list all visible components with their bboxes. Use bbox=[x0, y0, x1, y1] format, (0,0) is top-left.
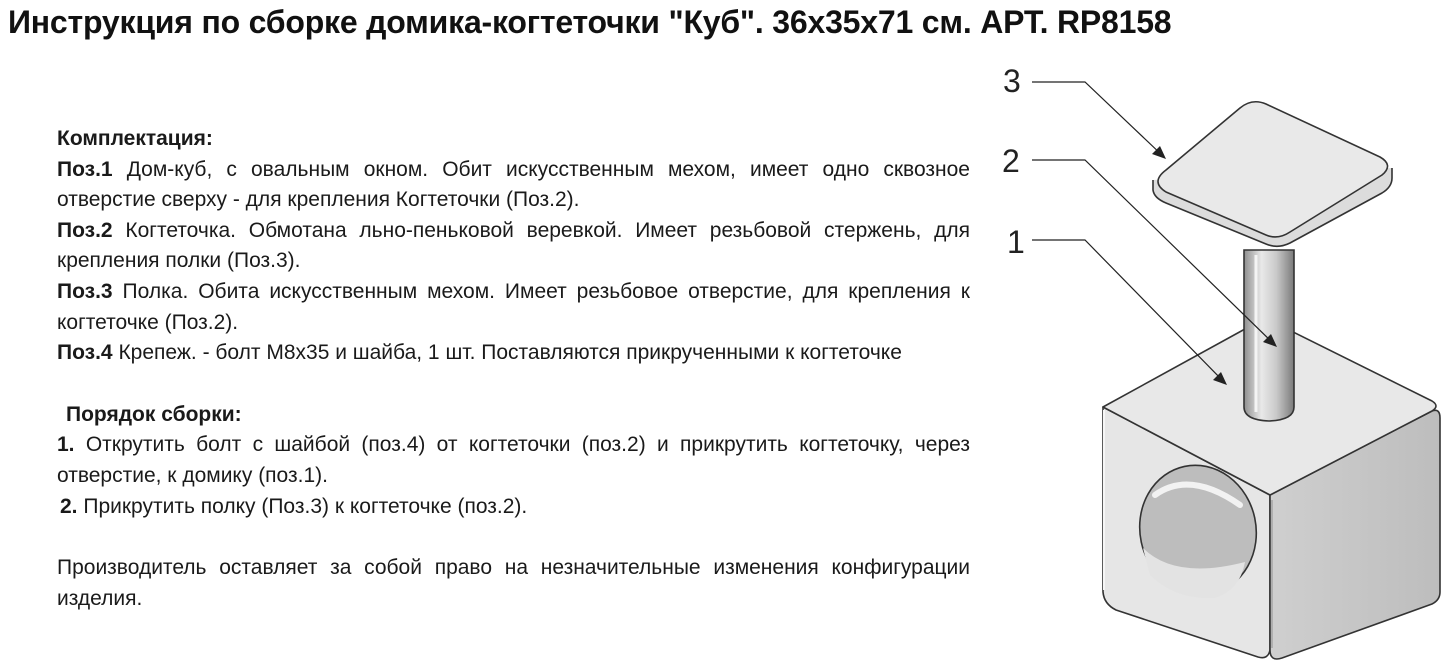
step-text: Открутить болт с шайбой (поз.4) от когтеточки (поз.2) и прикрутить когтеточку, через отверстие, к домику (поз.1). bbox=[57, 433, 970, 487]
callout-3 bbox=[1003, 63, 1166, 159]
callout-label-1: 1 bbox=[1007, 224, 1025, 260]
component-description: Крепеж. - болт М8х35 и шайба, 1 шт. Поставляются прикрученными к когтеточке bbox=[112, 341, 902, 365]
component-item-1 bbox=[57, 155, 970, 216]
component-pos-label: Поз.1 bbox=[57, 157, 113, 181]
callout-label-2: 2 bbox=[1002, 143, 1020, 179]
component-description: Когтеточка. Обмотана льно-пеньковой веревкой. Имеет резьбовой стержень, для крепления полки (Поз.3). bbox=[57, 218, 970, 273]
scratching-post bbox=[1244, 250, 1294, 421]
instructions-text bbox=[57, 124, 970, 614]
component-item-3 bbox=[57, 277, 970, 338]
assembly-step-1 bbox=[57, 430, 970, 491]
disclaimer: Производитель оставляет за собой право на незначительные изменения конфигурации изделия. bbox=[57, 556, 970, 610]
assembly-heading: Порядок сборки: bbox=[66, 402, 242, 426]
step-number: 2. bbox=[60, 494, 78, 518]
page-title: Инструкция по сборке домика-когтеточки "Куб". 36х35х71 см. АРТ. RP8158 bbox=[8, 4, 1172, 40]
shelf bbox=[1153, 102, 1392, 247]
assembly-step-2 bbox=[57, 492, 970, 523]
component-pos-label: Поз.4 bbox=[57, 341, 113, 365]
component-pos-label: Поз.3 bbox=[57, 279, 113, 303]
component-item-2 bbox=[57, 216, 970, 277]
component-description: Дом-куб, с овальным окном. Обит искусственным мехом, имеет одно сквозное отверстие сверху - для крепления Когтеточки (Поз.2). bbox=[57, 157, 970, 212]
component-item-4 bbox=[57, 338, 970, 369]
components-heading: Комплектация: bbox=[57, 127, 213, 150]
step-text: Прикрутить полку (Поз.3) к когтеточке (поз.2). bbox=[77, 494, 528, 518]
step-number: 1. bbox=[57, 433, 75, 457]
component-description: Полка. Обита искусственным мехом. Имеет резьбовое отверстие, для крепления к когтеточке (Поз.2). bbox=[57, 279, 970, 334]
callout-label-3: 3 bbox=[1003, 63, 1021, 99]
cat-house-illustration bbox=[980, 55, 1447, 663]
component-pos-label: Поз.2 bbox=[57, 218, 113, 242]
